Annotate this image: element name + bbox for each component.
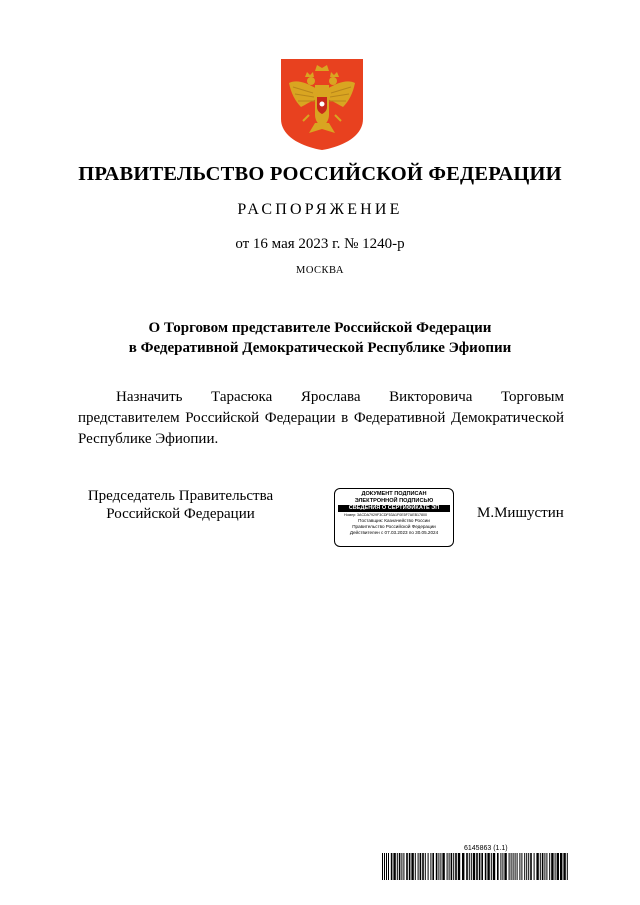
esig-serial: Номер: 3ACDA7929F3CDF53A1F0E5F7AEB17800 <box>344 513 427 517</box>
document-type: РАСПОРЯЖЕНИЕ <box>237 201 403 218</box>
coat-of-arms-icon <box>279 57 365 151</box>
signer-position-line-1: Председатель Правительства <box>87 488 274 504</box>
document-subject <box>0 318 640 358</box>
esig-line-2: ЭЛЕКТРОННОЙ ПОДПИСЬЮ <box>354 498 434 504</box>
signer-position <box>78 487 283 523</box>
body-paragraph: Назначить Тарасюка Ярослава Викторовича Торговым представителем Российской Федерации в Федеративной Демократической Республике Эфиопии. <box>78 389 564 447</box>
esig-issuer: Поставщик: Казначейство России <box>358 518 430 523</box>
esig-line-1: ДОКУМЕНТ ПОДПИСАН <box>361 491 427 497</box>
electronic-signature-stamp <box>334 488 454 547</box>
esig-owner: Правительство Российской Федерации <box>352 524 436 529</box>
signer-position-line-2: Российской Федерации <box>106 506 255 522</box>
document-city: МОСКВА <box>296 265 344 276</box>
barcode-icon <box>382 853 569 880</box>
government-title: ПРАВИТЕЛЬСТВО РОССИЙСКОЙ ФЕДЕРАЦИИ <box>78 163 562 185</box>
esig-cert-header: СВЕДЕНИЯ О СЕРТИФИКАТЕ ЭП <box>338 505 450 512</box>
subject-line-2: в Федеративной Демократической Республике Эфиопии <box>128 340 512 356</box>
document-date-number: от 16 мая 2023 г. № 1240-р <box>235 236 405 252</box>
barcode-label: 6145863 (1.1) <box>464 845 508 852</box>
subject-line-1: О Торговом представителе Российской Федерации <box>148 320 492 336</box>
signer-name: М.Мишустин <box>477 505 564 521</box>
body-paragraph-container <box>78 387 564 450</box>
esig-validity: Действителен с 07.03.2023 по 30.05.2024 <box>349 530 439 535</box>
